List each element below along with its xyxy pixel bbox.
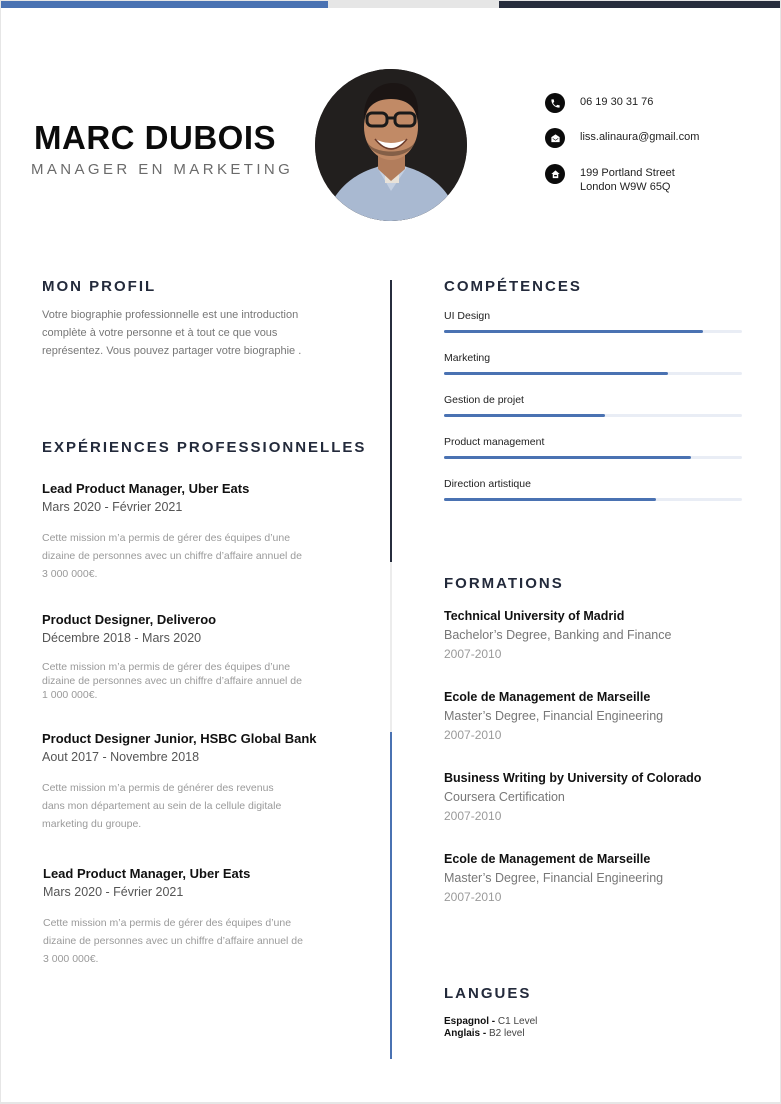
language-name: Espagnol - — [444, 1016, 496, 1027]
profile-photo — [315, 69, 467, 221]
description-line: dizaine de personnes avec un chiffre d’affaire annuel de — [42, 550, 302, 562]
skill-bar-fill — [444, 414, 605, 417]
profile-line: Votre biographie professionnelle est une introduction — [42, 309, 299, 321]
skill-item — [444, 351, 742, 375]
mail-icon — [545, 128, 565, 148]
education-degree: Master’s Degree, Financial Engineering — [444, 709, 664, 723]
skill-bar-fill — [444, 330, 703, 333]
skill-bar-track — [444, 414, 742, 417]
column-divider-dark — [390, 280, 392, 562]
experience-item — [42, 480, 342, 583]
phone-icon — [545, 93, 565, 113]
language-level: B2 level — [486, 1028, 525, 1039]
experience-description — [43, 914, 343, 968]
education-years: 2007-2010 — [444, 647, 502, 661]
description-line: 3 000 000€. — [42, 568, 98, 580]
education-item — [444, 608, 764, 663]
profile-bio — [42, 306, 342, 360]
education-item — [444, 770, 764, 825]
experience-description — [42, 529, 342, 583]
address — [580, 166, 675, 194]
education-degree: Master’s Degree, Financial Engineering — [444, 871, 664, 885]
education-degree: Bachelor’s Degree, Banking and Finance — [444, 628, 672, 642]
address-line-2: London W9W 65Q — [580, 181, 671, 193]
section-title-experience: EXPÉRIENCES PROFESSIONNELLES — [42, 439, 367, 456]
skill-label: Marketing — [444, 352, 491, 364]
education-school: Technical University of Madrid — [444, 609, 625, 623]
experience-item — [42, 611, 342, 702]
candidate-name: MARC DUBOIS — [34, 119, 276, 156]
column-divider-blue — [390, 732, 392, 1059]
home-icon — [545, 164, 565, 184]
candidate-title: MANAGER EN MARKETING — [31, 161, 294, 178]
language-item — [444, 1016, 537, 1028]
section-title-profile: MON PROFIL — [42, 278, 157, 295]
section-title-education: FORMATIONS — [444, 575, 564, 592]
experience-dates: Mars 2020 - Février 2021 — [42, 500, 183, 514]
phone-number[interactable]: 06 19 30 31 76 — [580, 96, 654, 108]
skill-bar-fill — [444, 456, 691, 459]
skill-item — [444, 477, 742, 501]
experience-description — [42, 779, 342, 833]
address-line-1: 199 Portland Street — [580, 167, 675, 179]
experience-item — [42, 730, 342, 833]
experience-role: Product Designer Junior, HSBC Global Bank — [42, 731, 317, 746]
skill-bar-track — [444, 330, 742, 333]
top-accent-bar-blue — [1, 1, 328, 8]
education-years: 2007-2010 — [444, 728, 502, 742]
description-line: Cette mission m’a permis de gérer des équipes d’une — [42, 661, 291, 673]
description-line: Cette mission m’a permis de gérer des équipes d’une — [43, 917, 292, 929]
skill-bar-fill — [444, 498, 656, 501]
education-years: 2007-2010 — [444, 890, 502, 904]
education-school: Business Writing by University of Colorado — [444, 771, 702, 785]
skill-label: Direction artistique — [444, 478, 531, 490]
language-level: C1 Level — [495, 1016, 538, 1027]
education-degree: Coursera Certification — [444, 790, 565, 804]
description-line: dizaine de personnes avec un chiffre d’affaire annuel de — [43, 935, 303, 947]
description-line: dizaine de personnes avec un chiffre d’affaire annuel de — [42, 675, 302, 687]
experience-description — [42, 660, 342, 702]
skill-item — [444, 435, 742, 459]
description-line: Cette mission m’a permis de générer des revenus — [42, 782, 274, 794]
description-line: 1 000 000€. — [42, 689, 98, 701]
experience-role: Lead Product Manager, Uber Eats — [42, 481, 250, 496]
experience-role: Product Designer, Deliveroo — [42, 612, 217, 627]
skill-label: Gestion de projet — [444, 394, 524, 406]
skill-bar-track — [444, 456, 742, 459]
portrait-illustration — [315, 69, 467, 221]
skill-label: UI Design — [444, 310, 491, 322]
section-title-languages: LANGUES — [444, 985, 532, 1002]
section-title-skills: COMPÉTENCES — [444, 278, 582, 295]
education-item — [444, 689, 764, 744]
experience-dates: Aout 2017 - Novembre 2018 — [42, 750, 200, 764]
language-name: Anglais - — [444, 1028, 487, 1039]
language-item — [444, 1028, 525, 1040]
description-line: marketing du groupe. — [42, 818, 142, 830]
resume-page — [1, 1, 780, 1102]
skill-item — [444, 393, 742, 417]
skill-label: Product management — [444, 436, 545, 448]
skill-item — [444, 309, 742, 333]
skill-bar-track — [444, 372, 742, 375]
description-line: Cette mission m’a permis de gérer des équipes d’une — [42, 532, 291, 544]
skill-bar-fill — [444, 372, 668, 375]
top-accent-bar-grey — [328, 1, 499, 8]
experience-item — [43, 865, 343, 968]
description-line: 3 000 000€. — [43, 953, 99, 965]
column-divider-light — [390, 562, 392, 732]
profile-line: complète à votre personne et à tout ce que vous — [42, 327, 278, 339]
experience-dates: Décembre 2018 - Mars 2020 — [42, 631, 202, 645]
education-school: Ecole de Management de Marseille — [444, 690, 651, 704]
experience-dates: Mars 2020 - Février 2021 — [43, 885, 184, 899]
education-item — [444, 851, 764, 906]
description-line: dans mon département au sein de la cellule digitale — [42, 800, 282, 812]
profile-line: représentez. Vous pouvez partager votre biographie . — [42, 345, 302, 357]
experience-role: Lead Product Manager, Uber Eats — [43, 866, 251, 881]
skill-bar-track — [444, 498, 742, 501]
email-address[interactable]: liss.alinaura@gmail.com — [580, 131, 700, 143]
education-years: 2007-2010 — [444, 809, 502, 823]
education-school: Ecole de Management de Marseille — [444, 852, 651, 866]
top-accent-bar-dark — [499, 1, 780, 8]
